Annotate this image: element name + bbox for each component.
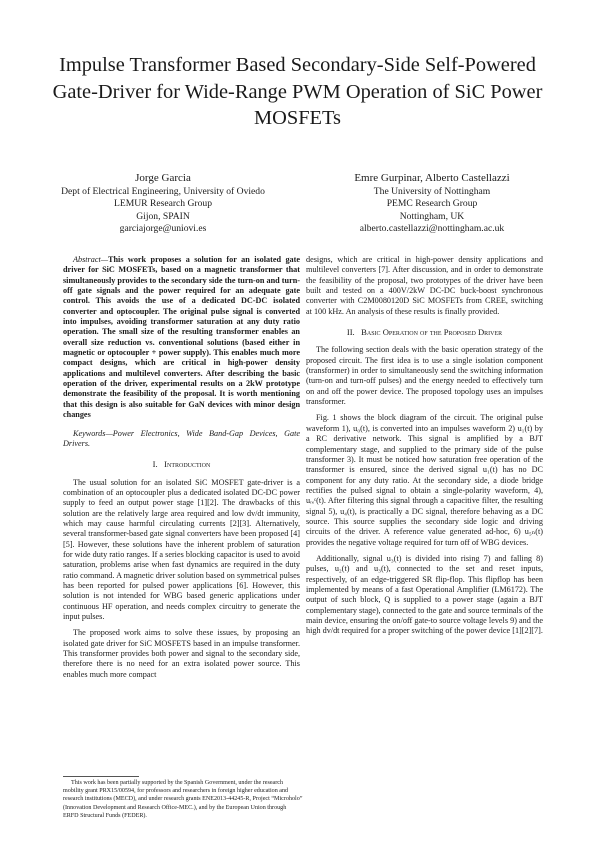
section-number: I. xyxy=(152,459,158,470)
body-paragraph: Additionally, signal u₃(t) is divided into rising 7) and falling 8) pulses, u₂(t) and u₃(t), connected to the set and reset inputs, respectively, of an edge-triggered SR flip-flop. This flipflop has been implemented by means of a fast Operational Amplifier (LM6172). The output of such block, Q is supplied to a power stage (again a BJT complementary stage), connected to the gate and source terminals of the main device, ensuring the on/off gate-to source voltage levels 9) and the high dv/dt required for a proper switching of the power device [1][2][7]. xyxy=(306,553,543,636)
author-affiliation-line: Gijon, SPAIN xyxy=(136,210,190,222)
section-title: Introduction xyxy=(164,459,211,470)
author-email: garciajorge@uniovi.es xyxy=(119,223,207,235)
section-title: Basic Operation of the Proposed Driver xyxy=(361,327,503,338)
author-name: Emre Gurpinar, Alberto Castellazzi xyxy=(354,172,510,184)
body-paragraph: designs, which are critical in high-power density applications and multilevel converters [7]. After discussion, and in order to demonstrate the feasibility of the proposal, two prototypes of the driver have been built and tested on a 400V/2kW DC-DC buck-boost synchronous converter with C2M0080120D SiC MOSFETs from CREE, switching at 100 kHz. An analysis of these results is finally provided. xyxy=(306,255,543,316)
abstract-lead: Abstract— xyxy=(73,255,109,264)
author-email: alberto.castellazzi@nottingham.ac.uk xyxy=(359,223,505,235)
author-block-2 xyxy=(317,171,547,236)
author-affiliation-line: The University of Nottingham xyxy=(373,186,491,197)
section-heading-introduction xyxy=(63,459,300,469)
section-number: II. xyxy=(346,327,355,338)
abstract xyxy=(63,255,300,421)
abstract-text: This work proposes a solution for an isolated gate driver for SiC MOSFETs, based on a magnetic transformer that simultaneously provides to the secondary side the turn-on and turn-off gate signals and the power required for an adequate gate control. This avoids the use of a dedicated DC-DC isolated converter and optocoupler. The original pulse signal is converted into impulses, avoiding transformer saturation at any duty ratio operation. The small size of the resulting transformer enables an overall size reduction vs. conventional solutions (based either in magnetic or optocoupler + power supply). This enables much more compact designs, which are critical in high-power density applications and multilevel converters. After describing the basic operation of the driver, experimental results on a 2kW prototype demonstrate the feasibility of the proposal. It is worth mentioning that this design is also suitable for GaN devices with minor design changes xyxy=(63,255,300,420)
footnote-divider xyxy=(63,776,139,777)
author-affiliation-line: LEMUR Research Group xyxy=(113,198,213,210)
author-block-1 xyxy=(48,171,278,236)
left-column xyxy=(63,255,300,686)
author-name: Jorge Garcia xyxy=(135,172,191,184)
body-paragraph: The following section deals with the basic operation strategy of the proposed circuit. The first idea is to use a single isolation component (transformer) in order to simultaneously send the switching information (turn-on and turn-off pulses) and the energy needed to effectively turn on and off the power device. The proposed topology uses an impulses transformer. xyxy=(306,345,543,407)
body-paragraph: The usual solution for an isolated SiC MOSFET gate-driver is a combination of an optocoupler plus a dedicated isolated DC-DC power supply to feed an output power stage [1][2]. The drawbacks of this solution are the relatively large area required and low dv/dt immunity, which may cause harmful circulating currents [2][3]. Alternatively, several transformer-based gate signal converters have been proposed [4][5]. However, these solutions have the inherent problem of saturation for wide duty ratio ranges. If a series blocking capacitor is used to avoid saturation, problems arise when fast dynamics are required in the duty ratio command. A magnetic driver solution based on symmetrical pulses has been reported for pulsed power applications [6]. However, this solution is not intended for WBG based generic applications under continuous HF operation, and needs complex circuitry to generate the input pulses. xyxy=(63,477,300,621)
author-affiliation-line: PEMC Research Group xyxy=(386,198,478,210)
paper-title: Impulse Transformer Based Secondary-Side Self-Powered Gate-Driver for Wide-Range PWM Operation of SiC Power MOSFETs xyxy=(52,54,543,129)
body-paragraph: The proposed work aims to solve these issues, by proposing an isolated gate driver for SiC MOSFETS based in an impulse transformer. This transformer provides both power and signal to the secondary side, therefore there is no need for an extra isolated power source. This enables much more compact xyxy=(63,628,300,679)
body-paragraph: Fig. 1 shows the block diagram of the circuit. The original pulse waveform 1), u₀(t), is converted into an impulses waveform 2) u₁(t) by a RC derivative network. This signal is amplified by a BJT complementary stage, and supplied to the primary side of the pulse transformer 3). It must be noticed how saturation free operation of the transformer is ensured, since the derived signal u₁(t) has no DC component for any duty ratio. At the secondary side, a diode bridge rectifies the pulsed signal to obtain a single-polarity waveform, 4), uᵣₑᶜ(t). After filtering this signal through a capacitive filter, the resulting signal 5), u₄(t), is practically a DC signal, therefore behaving as a DC source. This source supplies the secondary side logic and driving circuits of the driver. A reference value generated ad-hoc, 6) u₅ₙ(t) provides the negative voltage required for turn off of WBG devices. xyxy=(306,413,543,547)
keywords: Keywords—Power Electronics, Wide Band-Gap Devices, Gate Drivers. xyxy=(63,428,300,448)
right-column xyxy=(306,255,543,643)
footnote: This work has been partially supported by the Spanish Government, under the research mobility grant PRX15/00594, for professors and researchers in foreign higher education and research institutions (MECD), and under research grants ENE2013-44245-R, Project “Microholo” (Innovation Development and Research Office-MEC.), and by the European Union through ERFD Structural Funds (FEDER). xyxy=(63,780,303,819)
section-heading-basic-operation xyxy=(306,327,543,337)
author-affiliation-line: Nottingham, UK xyxy=(399,210,465,222)
author-affiliation-line: Dept of Electrical Engineering, University of Oviedo xyxy=(61,186,265,197)
